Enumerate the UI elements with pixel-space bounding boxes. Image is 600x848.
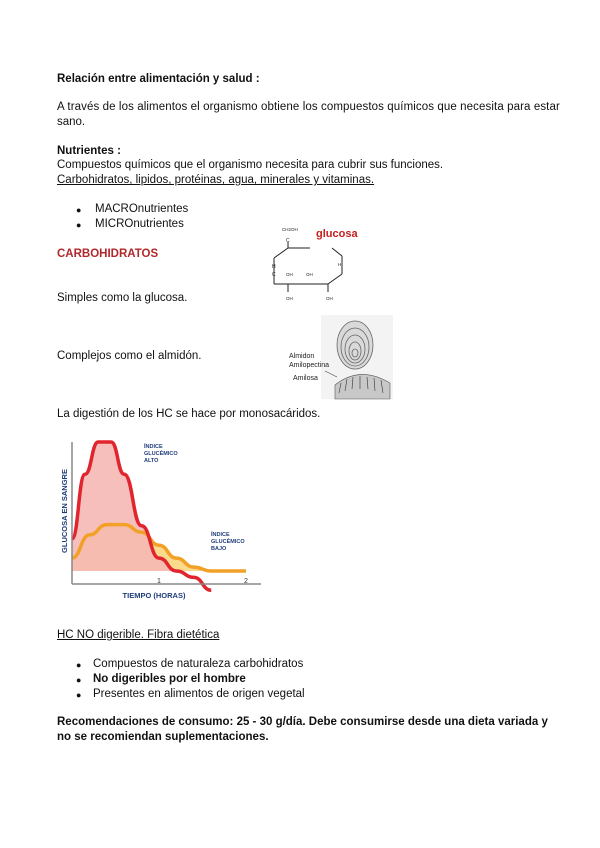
starch-label: Amilosa bbox=[293, 375, 318, 382]
nutrientes-title: Nutrientes : bbox=[57, 145, 121, 157]
simples-text: Simples como la glucosa. bbox=[57, 292, 188, 304]
x-tick-label: 2 bbox=[244, 578, 248, 585]
glucose-atom-label: CH2OH bbox=[282, 227, 298, 232]
bullet-icon: ● bbox=[76, 675, 82, 685]
glycemic-chart bbox=[56, 436, 266, 606]
list-item: Compuestos de naturaleza carbohidratos bbox=[93, 658, 304, 670]
glucose-atom-label: OH bbox=[326, 296, 333, 301]
high-series-label: ALTO bbox=[144, 458, 159, 464]
glucose-structure-diagram bbox=[262, 222, 362, 304]
glucose-atom-label: OH bbox=[286, 296, 293, 301]
nutrientes-desc: Compuestos químicos que el organismo necesita para cubrir sus funciones. bbox=[57, 159, 444, 171]
glucose-atom-label: OH bbox=[286, 272, 293, 277]
bullet-icon: ● bbox=[76, 220, 82, 230]
bullet-icon: ● bbox=[76, 205, 82, 215]
starch-label: Almidon bbox=[289, 353, 315, 360]
glucose-atom-label: H bbox=[272, 264, 276, 270]
bullet-icon: ● bbox=[76, 660, 82, 670]
complejos-text: Complejos como el almidón. bbox=[57, 350, 202, 362]
low-series-label: GLUCÉMICO bbox=[211, 539, 245, 545]
digestion-text: La digestión de los HC se hace por monosacáridos. bbox=[57, 408, 321, 420]
bullet-icon: ● bbox=[76, 690, 82, 700]
glucose-atom-label: OH bbox=[306, 272, 313, 277]
list-item: MACROnutrientes bbox=[95, 203, 189, 215]
glucose-atom-label: C bbox=[272, 272, 276, 278]
recomendaciones-line-1: Recomendaciones de consumo: 25 - 30 g/día. Debe consumirse desde una dieta variada y bbox=[57, 716, 548, 728]
glucose-atom-label: H bbox=[338, 262, 342, 267]
starch-granule-image bbox=[285, 315, 395, 400]
high-series-label: ÍNDICE bbox=[144, 444, 163, 450]
carbohidratos-title: CARBOHIDRATOS bbox=[57, 248, 159, 260]
low-series-label: BAJO bbox=[211, 546, 227, 552]
glucosa-label: glucosa bbox=[316, 228, 358, 240]
x-axis-label: TIEMPO (HORAS) bbox=[122, 591, 186, 600]
high-series-label: GLUCÉMICO bbox=[144, 451, 178, 457]
fibra-title: HC NO digerible. Fibra dietética bbox=[57, 629, 220, 641]
list-item: Presentes en alimentos de origen vegetal bbox=[93, 688, 305, 700]
intro-line-1: A través de los alimentos el organismo obtiene los compuestos químicos que necesita para estar bbox=[57, 101, 560, 113]
starch-label: Amilopectina bbox=[289, 362, 330, 369]
nutrientes-list: Carbohidratos, lipidos, protéinas, agua, minerales y vitaminas. bbox=[57, 174, 375, 186]
heading: Relación entre alimentación y salud : bbox=[57, 73, 260, 85]
glucose-atom-label: C bbox=[286, 238, 290, 244]
low-series-label: ÍNDICE bbox=[211, 532, 230, 538]
list-item: No digeribles por el hombre bbox=[93, 673, 246, 685]
list-item: MICROnutrientes bbox=[95, 218, 184, 230]
y-axis-label: GLUCOSA EN SANGRE bbox=[60, 469, 69, 553]
intro-line-2: sano. bbox=[57, 116, 86, 128]
recomendaciones-line-2: no se recomiendan suplementaciones. bbox=[57, 731, 269, 743]
x-tick-label: 1 bbox=[157, 578, 161, 585]
